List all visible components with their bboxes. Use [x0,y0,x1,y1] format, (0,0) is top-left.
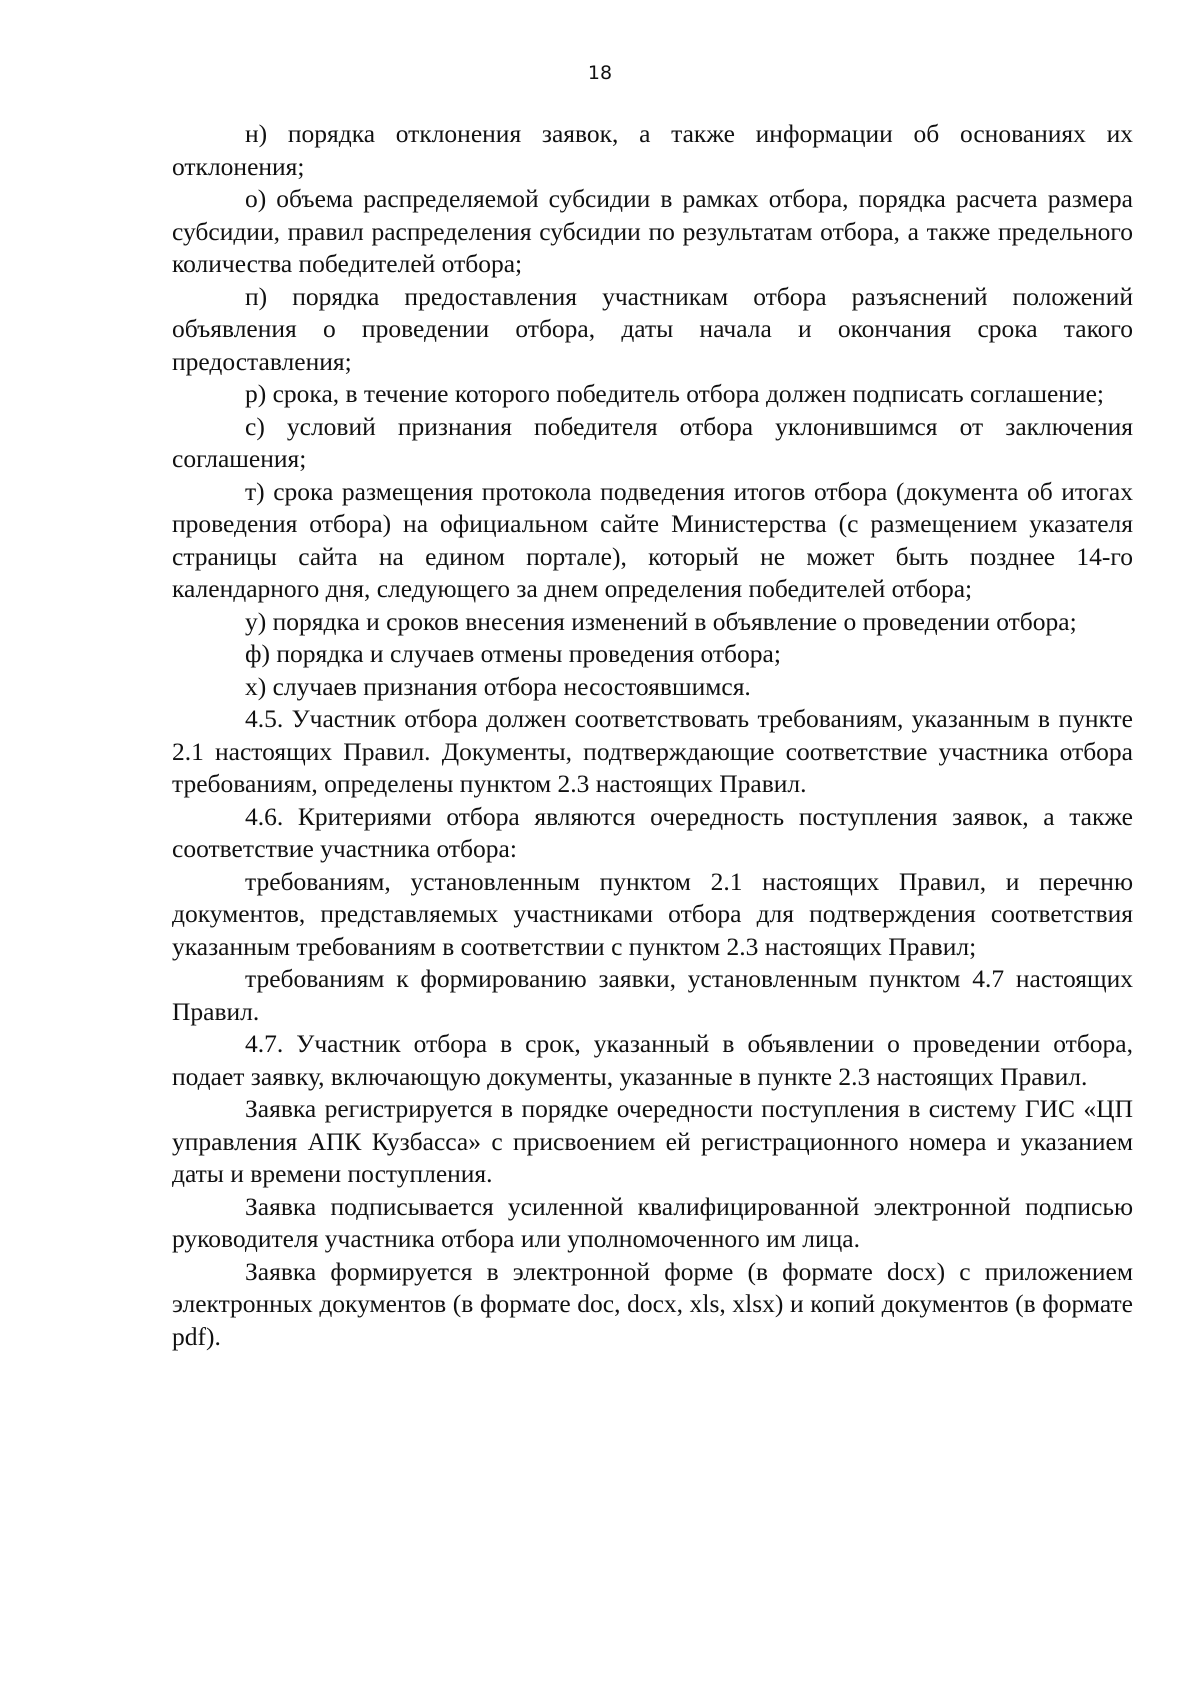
paragraph-4-6: 4.6. Критериями отбора являются очередность поступления заявок, а также соответствие участника отбора: [172,801,1133,863]
paragraph-h: х) случаев признания отбора несостоявшимся. [245,671,751,701]
paragraph-application-format: Заявка формируется в электронной форме (в формате docx) с приложением электронных документов (в формате doc, docx, xls, xlsx) и копий документов (в формате pdf). [172,1256,1133,1351]
page-number: 18 [587,62,613,84]
paragraph-r: р) срока, в течение которого победитель отбора должен подписать соглашение; [245,379,1104,408]
paragraph-f: ф) порядка и случаев отмены проведения отбора; [245,639,781,668]
paragraph-4-7: 4.7. Участник отбора в срок, указанный в объявлении о проведении отбора, подает заявку, включающую документы, указанные в пункте 2.3 настоящих Правил. [172,1029,1133,1091]
paragraph-application-registration: Заявка регистрируется в порядке очередности поступления в систему ГИС «ЦП управления АПК Кузбасса» с присвоением ей регистрационного номера и указанием даты и времени поступления. [172,1094,1133,1188]
paragraph-p: п) порядка предоставления участникам отбора разъяснений положений объявления о проведении отбора, даты начала и окончания срока такого предоставления; [172,281,1133,376]
paragraph-4-6-requirements-1: требованиям, установленным пунктом 2.1 настоящих Правил, и перечню документов, представляемых участниками отбора для подтверждения соответствия указанным требованиям в соответствии с пунктом 2.3 настоящих Правил; [172,866,1133,961]
paragraph-o: о) объема распределяемой субсидии в рамках отбора, порядка расчета размера субсидии, правил распределения субсидии по результатам отбора, а также предельного количества победителей отбора; [172,184,1133,278]
paragraph-n: н) порядка отклонения заявок, а также информации об основаниях их отклонения; [172,119,1133,181]
paragraph-s: с) условий признания победителя отбора уклонившимся от заключения соглашения; [172,411,1133,473]
paragraph-application-signature: Заявка подписывается усиленной квалифицированной электронной подписью руководителя участника отбора или уполномоченного им лица. [172,1191,1133,1253]
paragraph-t: т) срока размещения протокола подведения итогов отбора (документа об итогах проведения отбора) на официальном сайте Министерства (с размещением указателя страницы сайта на едином портале), который не может быть позднее 14-го календарного дня, следующего за днем определения победителей отбора; [172,476,1133,603]
document-body [172,118,1133,1353]
paragraph-4-5: 4.5. Участник отбора должен соответствовать требованиям, указанным в пункте 2.1 настоящих Правил. Документы, подтверждающие соответствие участника отбора требованиям, определены пунктом 2.3 настоящих Правил. [172,704,1133,798]
paragraph-u: у) порядка и сроков внесения изменений в объявление о проведении отбора; [245,606,1077,636]
paragraph-4-6-requirements-2: требованиям к формированию заявки, установленным пунктом 4.7 настоящих Правил. [172,964,1133,1026]
